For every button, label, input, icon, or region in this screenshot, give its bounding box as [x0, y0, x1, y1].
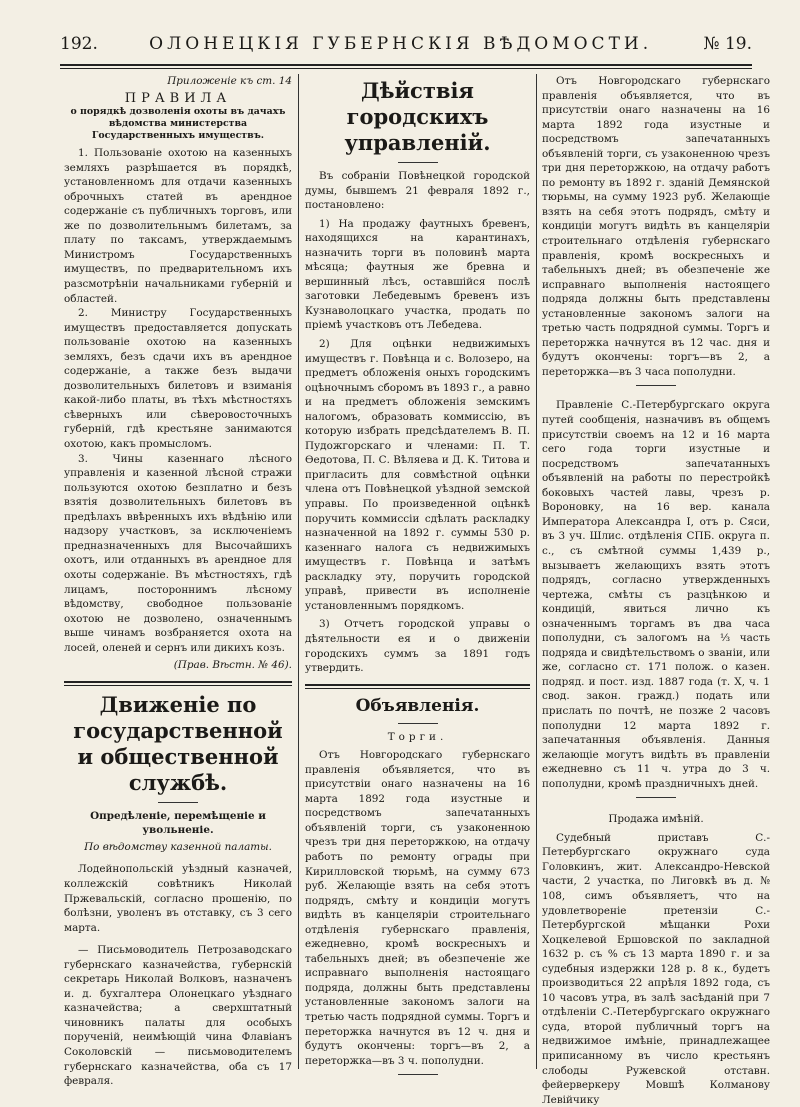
header-rule	[60, 64, 752, 66]
short-rule	[398, 162, 438, 163]
appointment-paragraph: Лодейнопольскій уѣздный казначей, коллежскій совѣтникъ Николай Пржевальскій, согласно прошенію, по болѣзни, уволенъ въ отставку, съ 3 сего марта.	[64, 863, 292, 934]
section-rule	[305, 684, 530, 689]
short-rule	[636, 797, 676, 798]
page-number: 192.	[60, 34, 98, 54]
short-rule	[398, 1074, 438, 1075]
city-paragraph: Въ собраніи Повѣнецкой городской думы, бывшемъ 21 февраля 1892 г., постановлено:	[305, 170, 530, 212]
column-right	[542, 74, 770, 1106]
rules-paragraph: 2. Министру Государственныхъ имуществъ предоставляется допускать пользованіе охотою на казенныхъ земляхъ, безъ сдачи ихъ въ арендное содержаніе, а также безъ выдачи дозволительныхъ билетовъ и взиманія какой-либо платы, въ тѣхъ мѣстностяхъ сѣверныхъ или сѣверовосточныхъ губерній, гдѣ крестьяне занимаются охотою, какъ промысломъ.	[64, 307, 292, 451]
source-citation: (Прав. Вѣстн. № 46).	[173, 659, 292, 672]
notice-paragraph: Отъ Новгородскаго губернскаго правленія объявляется, что въ присутствіи онаго назначены на 16 марта 1892 года изустные и посредствомъ запечатанныхъ объявленій торги, съ узаконенною чрезъ три дня переторжкою, на отдачу работъ по ремонту въ 1892 г. зданій Демянской тюрьмы, на сумму 1923 руб. Желающіе взять на себя этотъ подрядъ, смѣту и кондиціи могутъ видѣть въ канцеляріи строительнаго отдѣленія губернскаго правленія, кромѣ воскресныхъ и табельныхъ дней; въ обезпеченіе же исправнаго выполненія настоящего подряда должны быть представлены установленные закономъ залоги на третью часть подрядной суммы. Торгъ и переторжка начнутся въ 12 час. дня и будутъ окончены: торгъ—въ 2, а переторжка—въ 3 часа пополудни.	[542, 75, 770, 378]
rules-paragraph: 3. Чины казеннаго лѣсного управленія и казенной лѣсной стражи пользуются охотою безплатно и безъ взятія дозволительныхъ билетовъ въ предѣлахъ ввѣренныхъ ихъ вѣдѣнію или надзору участковъ, за исключеніемъ предназначенныхъ для Высочайшихъ охотъ, или отданныхъ въ арендное для охоты содержаніе. Въ мѣстностяхъ, гдѣ лицамъ, постороннимъ лѣсному вѣдомству, свободное пользованіе охотою не дозволено, означеннымъ выше чинамъ возбраняется охота на лосей, оленей и сернъ или дикихъ козъ.	[64, 452, 292, 654]
column-left	[64, 74, 292, 1088]
appointments-heading: Опредѣленіе, перемѣщеніе и увольненіе.	[90, 809, 266, 837]
appendix-note: Приложеніе къ ст. 14	[167, 75, 292, 87]
city-paragraph: 3) Отчетъ городской управы о дѣятельности ея и о движеніи городскихъ суммъ за 1891 годъ утвердить.	[305, 618, 530, 675]
department-label: По вѣдомству казенной палаты.	[84, 840, 272, 853]
city-paragraph: 1) На продажу фаутныхъ бревенъ, находящихся на карантинахъ, назначить торги въ половинѣ марта мѣсяца; фаутныя же бревна и вершинный лѣсъ, оставшійся послѣ заготовки Лебедевымъ бревенъ изъ Кузнаволоцкаго участка, продать по пріемѣ участковъ отъ Лебедева.	[305, 217, 530, 332]
section-title-city: Дѣйствія городскихъ управленій.	[344, 78, 491, 155]
running-header	[60, 30, 752, 58]
rules-paragraph: 1. Пользованіе охотою на казенныхъ земляхъ разрѣшается въ порядкѣ, установленномъ для отдачи казенныхъ оброчныхъ статей въ арендное содержаніе съ публичныхъ торговъ, или же по дозволительнымъ билетамъ, за плату по таксамъ, утверждаемымъ Министромъ Государственныхъ имуществъ, по предварительномъ ихъ разсмотрѣніи начальниками губерній и областей.	[64, 147, 292, 305]
issue-number: № 19.	[703, 34, 752, 54]
sale-paragraph: Судебный приставъ С.-Петербургскаго окружнаго суда Головкинъ, жит. Александро-Невской части, 2 участка, по Лиговкѣ въ д. № 108, симъ объявляетъ, что на удовлетвореніе претензіи С.-Петербургской мѣщанки Рохи Хоцкелевой Ершовской по закладной 1632 р. съ % съ 13 марта 1890 г. и за судебныя издержки 128 р. 8 к., будетъ производиться 22 апрѣля 1892 года, съ 10 часовъ утра, въ залѣ засѣданій при 7 отдѣленіи С.-Петербургскаго окружнаго суда, второй публичный торгъ на недвижимое имѣніе, принадлежащее приписанному въ число крестьянъ слободы Ружевской отставн. фейерверкеру Мовшѣ Колманову Левійчику	[542, 831, 770, 1106]
column-divider	[298, 74, 299, 1069]
notice-paragraph: Правленіе С.-Петербургскаго округа путей сообщенія, назначивъ въ общемъ присутствіи своемъ на 12 и 16 марта сего года торги изустные и посредствомъ запечатанныхъ объявленій на работы по перестройкѣ боковыхъ частей лавы, чрезъ р. Вороновку, на 16 вер. канала Императора Александра I, отъ р. Сяси, въ 3 уч. Шлис. отдѣленія СПБ. округа п. с., съ смѣтной суммы 1,439 р., вызываетъ желающихъ взять этотъ подрядъ, согласно утвержденныхъ чертежа, смѣты съ разцѣнкою и кондицій, явиться лично къ означеннымъ торгамъ въ два часа пополудни, съ залогомъ на ⅓ часть подряда и свидѣтельствомъ о званіи, или же, согласно ст. 171 полож. о казен. подряд. и пост. изд. 1887 года (т. X, ч. 1 свод. закон. гражд.) подать или прислать по почтѣ, не позже 2 часовъ пополудни 12 марта 1892 г. запечатанныя объявленія. Данныя желающіе могутъ видѣть въ правленіи ежедневно съ 11 ч. утра до 3 ч. пополудни, кромѣ праздничныхъ дней.	[542, 399, 770, 790]
appointment-paragraph: — Письмоводитель Петрозаводскаго губернскаго казначейства, губернскій секретарь Николай Волковъ, назначенъ и. д. бухгалтера Олонецкаго уѣзднаго казначейства; а сверхштатный чиновникъ палаты для особыхъ порученій, неимѣющій чина Флавіанъ Соколовскій — письмоводителемъ губернскаго казначейства, оба съ 17 февраля.	[64, 944, 292, 1088]
sale-heading: Продажа имѣній.	[608, 813, 704, 826]
torgi-paragraph: Отъ Новгородскаго губернскаго правленія объявляется, что въ присутствіи онаго назначены на 16 марта 1892 года изустные и посредствомъ запечатанныхъ объявленій торги, съ узаконенною чрезъ три дня переторжкою, на отдачу работъ по ремонту ограды при Кирилловской тюрьмѣ, на сумму 673 руб. Желающіе взять на себя этотъ подрядъ, смѣту и кондиціи могутъ видѣть въ канцеляріи строительнаго отдѣленія губернскаго правленія, ежедневно, кромѣ воскресныхъ и табельныхъ дней; въ обезпеченіе же исправнаго выполненія настоящаго подряда, должны быть представлены установленные закономъ залоги на третью часть подрядной суммы. Торгъ и переторжка начнутся въ 12 ч. дня и будутъ окончены: торгъ—въ 2, а переторжка—въ 3 ч. пополудни.	[305, 749, 530, 1067]
newspaper-title: ОЛОНЕЦКІЯ ГУБЕРНСКІЯ ВѢДОМОСТИ.	[149, 34, 653, 54]
column-divider	[536, 74, 537, 1069]
section-title-movement: Движеніе по государственной и общественной службѣ.	[73, 691, 283, 795]
section-rule	[64, 681, 292, 686]
torgi-heading: Торги.	[387, 730, 448, 743]
header-rule-thin	[60, 68, 752, 69]
section-title-ads: Объявленія.	[355, 695, 480, 716]
column-middle	[305, 74, 530, 1069]
rules-title: ПРАВИЛА	[124, 90, 232, 106]
short-rule	[636, 385, 676, 386]
city-paragraph: 2) Для оцѣнки недвижимыхъ имуществъ г. Повѣнца и с. Волозеро, на предметъ обложенія оныхъ городскимъ оцѣночнымъ сборомъ въ 1893 г., а равно и на предметъ обложенія земскимъ налогомъ, образовать коммиссію, въ которую избрать предсѣдателемъ В. П. Пудожгорскаго и членами: П. Т. Ѳедотова, П. С. Вѣляева и Д. К. Титова и пригласить для совмѣстной оцѣнки члена отъ Повѣнецкой уѣздной земской управы. По произведенной оцѣнкѣ поручить коммиссіи сдѣлать раскладку назначенной на 1892 г. суммы 530 р. казеннаго налога съ недвижимыхъ имуществъ г. Повѣнца и затѣмъ раскладку эту, поручить городской управѣ, привести въ исполненіе установленнымъ порядкомъ.	[305, 338, 530, 612]
short-rule	[398, 723, 438, 724]
short-rule	[158, 802, 198, 803]
rules-subtitle: о порядкѣ дозволенія охоты въ дачахъ вѣдомства министерства Государственныхъ имуществъ.	[70, 106, 286, 142]
